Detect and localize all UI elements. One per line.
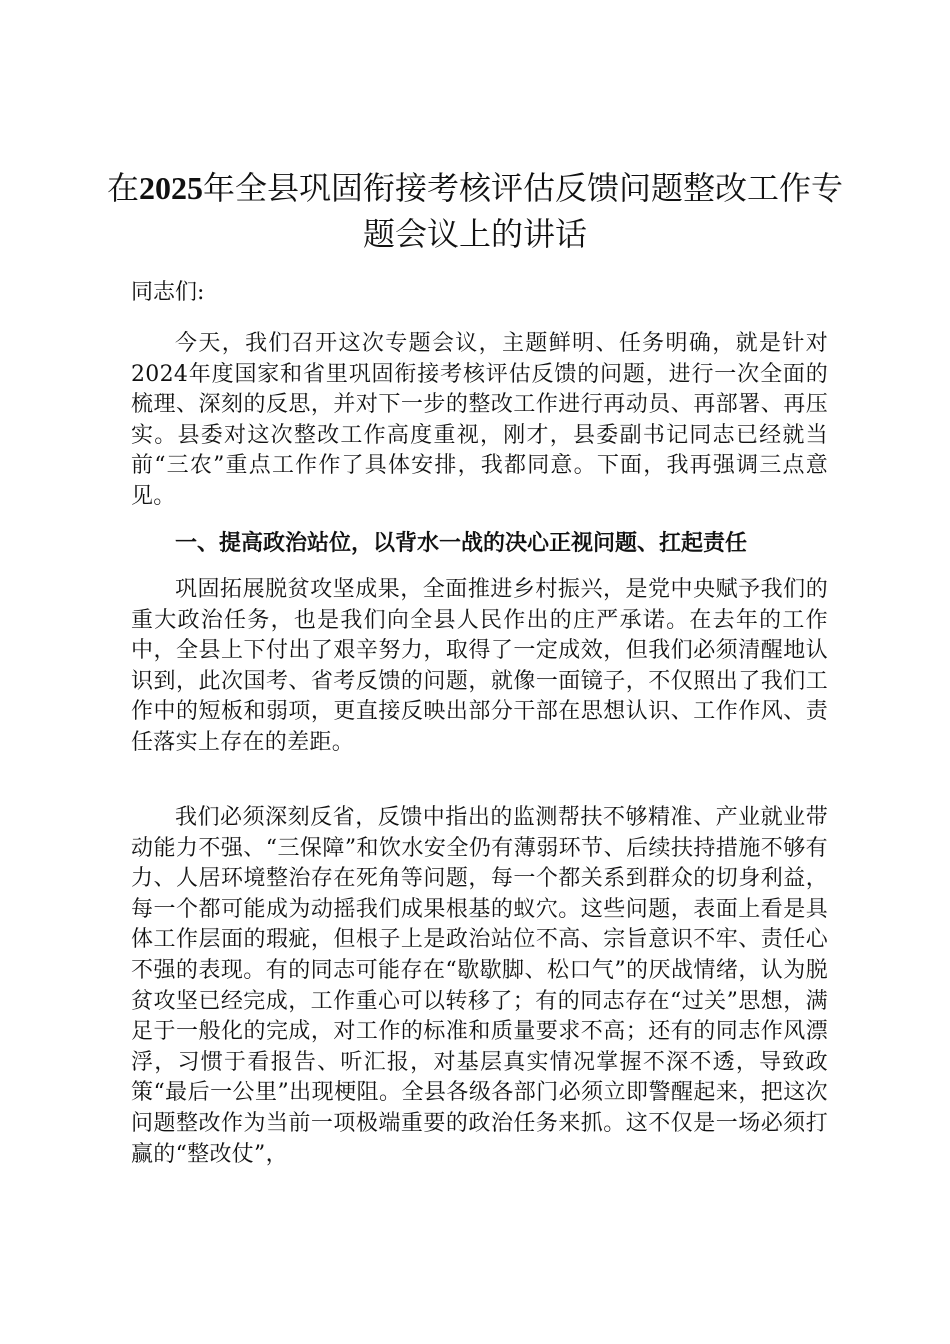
greeting: 同志们: xyxy=(131,280,205,305)
document-title xyxy=(100,165,850,257)
paragraph-1: 今天，我们召开这次专题会议，主题鲜明、任务明确，就是针对2024年度国家和省里巩固衔接考核评估反馈的问题，进行一次全面的梳理、深刻的反思，并对下一步的整改工作进行再动员、再部署、再压实。县委对这次整改工作高度重视，刚才，县委副书记同志已经就当前“三农”重点工作作了具体安排，我都同意。下面，我再强调三点意见。 xyxy=(131,331,828,509)
paragraph-2: 巩固拓展脱贫攻坚成果，全面推进乡村振兴，是党中央赋予我们的重大政治任务，也是我们向全县人民作出的庄严承诺。在去年的工作中，全县上下付出了艰辛努力，取得了一定成效，但我们必须清醒地认识到，此次国考、省考反馈的问题，就像一面镜子，不仅照出了我们工作中的短板和弱项，更直接反映出部分干部在思想认识、工作作风、责任落实上存在的差距。 xyxy=(131,577,828,755)
paragraph-3: 我们必须深刻反省，反馈中指出的监测帮扶不够精准、产业就业带动能力不强、“三保障”和饮水安全仍有薄弱环节、后续扶持措施不够有力、人居环境整治存在死角等问题，每一个都关系到群众的切身利益，每一个都可能成为动摇我们成果根基的蚁穴。这些问题，表面上看是具体工作层面的瑕疵，但根子上是政治站位不高、宗旨意识不牢、责任心不强的表现。有的同志可能存在“歇歇脚、松口气”的厌战情绪，认为脱贫攻坚已经完成，工作重心可以转移了；有的同志存在“过关”思想，满足于一般化的完成，对工作的标准和质量要求不高；还有的同志作风漂浮，习惯于看报告、听汇报，对基层真实情况掌握不深不透，导致政策“最后一公里”出现梗阻。全县各级各部门必须立即警醒起来，把这次问题整改作为当前一项极端重要的政治任务来抓。这不仅是一场必须打赢的“整改仗”， xyxy=(131,805,828,1167)
title-prefix: 在 xyxy=(106,169,139,207)
section-heading-1: 一、提高政治站位，以背水一战的决心正视问题、扛起责任 xyxy=(175,531,748,556)
title-year: 2025 xyxy=(139,170,203,206)
title-rest: 年全县巩固衔接考核评估反馈问题整改工作专题会议上的讲话 xyxy=(203,169,844,253)
